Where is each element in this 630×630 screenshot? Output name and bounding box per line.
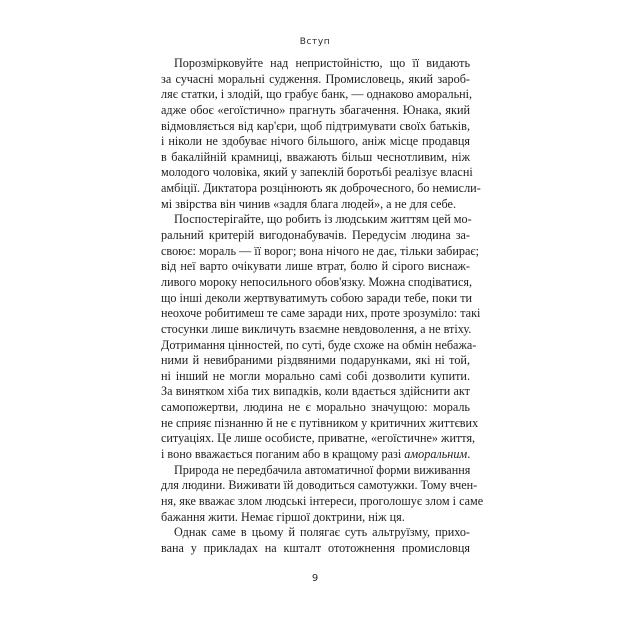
text-line: ральний критерій вигодонабувачів. Передусім людина за- <box>161 228 470 243</box>
text-line <box>161 447 470 463</box>
text-line: неохоче робитимеш те саме заради них, проте зрозуміло: такі <box>161 306 481 321</box>
page-number: 9 <box>311 573 319 584</box>
italic-emphasis: аморальним <box>404 447 468 462</box>
text-line: самопожертви, людина не є морально значущою: мораль <box>161 400 470 415</box>
text-line: амбіції. Диктатора розцінюють як доброчесного, бо немисли- <box>161 181 481 196</box>
text-line: Дотримання цінностей, по суті, буде схоже на обмін небажа- <box>161 337 477 352</box>
text-line: ня, яке вважає злом людські інтереси, проголошує злом і саме <box>161 493 484 508</box>
text-line: адже обоє «егоїстично» прагнуть збагачення. Юнака, який <box>161 102 470 117</box>
text-line: Однак саме в цьому й полягає суть альтруїзму, прихо- <box>174 525 470 540</box>
text-line: Поспостерігайте, що робить із людським життям цей мо- <box>174 212 472 227</box>
text-segment: і воно вважається поганим або в кращому разі <box>161 447 402 462</box>
text-line: ними й невибраними різдвяними подарунками, які ні той, <box>161 353 470 368</box>
text-line: ситуаціях. Це лише особисте, приватне, «егоїстичне» життя, <box>161 431 476 446</box>
text-line: ні інший не могли морально самі собі дозволити купити. <box>161 368 470 383</box>
text-line: для людини. Виживати їй доводиться самотужки. Тому вчен- <box>161 478 478 493</box>
text-line: за сучасні моральні судження. Промисловець, який зароб- <box>161 71 470 86</box>
text-line: своює: мораль — її ворог; вона нічого не дає, тільки забирає; <box>161 243 480 258</box>
text-line: від неї варто очікувати лише втрат, болю й сірого виснаж- <box>161 259 470 274</box>
text-line: ляє статки, і злодій, що грабує банк, — однаково аморальні, <box>161 87 473 102</box>
text-line: вана у прикладах на кшталт ототожнення промисловця <box>161 540 470 555</box>
text-line: бажання жити. Немає гіршої доктрини, ніж ця. <box>161 509 405 524</box>
body-text <box>161 56 484 557</box>
text-line: молодого чоловіка, який у запеклій боротьбі реалізує власні <box>161 165 473 180</box>
text-line: стосунки лише викличуть взаємне невдоволення, а не втіху. <box>161 321 472 336</box>
text-segment: . <box>467 447 471 462</box>
text-line: відмовляється від кар'єри, щоб підтримувати своїх батьків, <box>161 118 470 133</box>
text-line: ливого мороку непосильного обов'язку. Можна сподіватися, <box>161 274 473 289</box>
running-head: Вступ <box>299 37 331 47</box>
text-line: За винятком хіба тих випадків, коли вдається здійснити акт <box>161 384 470 399</box>
text-line: і ніколи не здобуває нічого більшого, аніж місце продавця <box>161 134 470 149</box>
text-line: не сприяє пізнанню й не є путівником у критичних життєвих <box>161 415 479 430</box>
text-line: що інші деколи жертвуватимуть собою заради тебе, поки ти <box>161 290 473 305</box>
text-line: в бакалійній крамниці, вважають більш чеснотливим, ніж <box>161 149 470 164</box>
text-line: Природа не передбачила автоматичної форми виживання <box>174 462 471 477</box>
text-line: мі звірства він чинив «задля блага людей», а не для себе. <box>161 196 457 211</box>
text-line: Порозмірковуйте над непристойністю, що її видають <box>174 56 470 70</box>
